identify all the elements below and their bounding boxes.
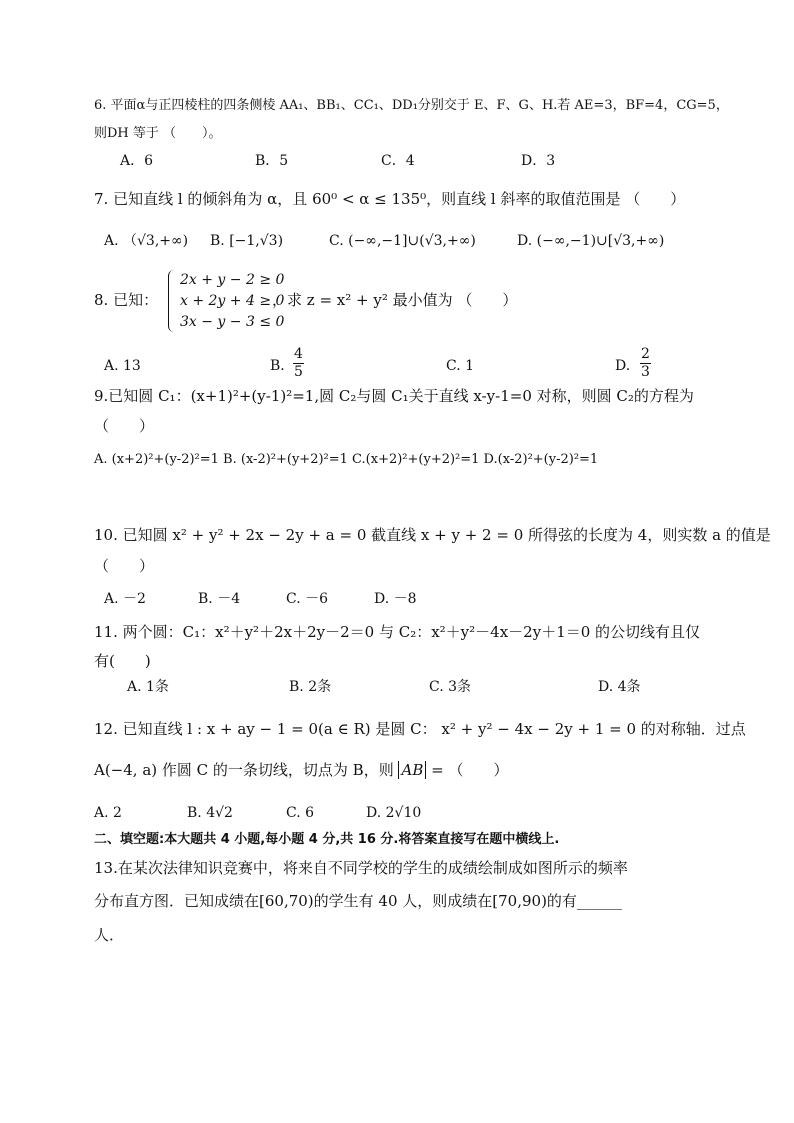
q6-option-b: B．5 [255,153,289,169]
q11-option-c: C. 3条 [429,679,472,695]
q7-stem: 7. 已知直线 l 的倾斜角为 α，且 60⁰ < α ≤ 135⁰，则直线 l 斜率的取值范围是 （ ） [94,190,686,208]
q12-stem-line2-tail: = （ ） [426,761,509,779]
q10-stem-line1: 10. 已知圆 x² + y² + 2x − 2y + a = 0 截直线 x + y + 2 = 0 所得弦的长度为 4，则实数 a 的值是 [94,526,771,544]
q9-options: A. (x+2)²+(y-2)²=1 B. (x-2)²+(y+2)²=1 C.(x+2)²+(y+2)²=1 D.(x-2)²+(y-2)²=1 [94,452,599,467]
system-brace [168,270,177,332]
q8-option-d-denominator: 3 [641,364,650,380]
q6-stem-line1: 6. 平面α与正四棱柱的四条侧棱 AA₁、BB₁、CC₁、DD₁分别交于 E、F、G、H.若 AE=3，BF=4，CG=5， [94,98,729,113]
q6-option-d: D．3 [521,153,556,169]
q12-ab-abs: AB [398,761,426,779]
q13-stem-line2: 分布直方图．已知成绩在[60,70)的学生有 40 人，则成绩在[70,90)的有______ [94,892,622,910]
q6-option-c: C．4 [381,153,415,169]
q7-option-c: C. (−∞,−1]∪(√3,+∞) [329,233,476,249]
q10-option-c: C. －6 [286,591,329,607]
q12-option-b: B. 4√2 [187,805,233,821]
q11-option-a: A. 1条 [127,679,169,695]
q8-option-a: A. 13 [104,358,141,374]
q10-stem-line2: （ ） [94,557,155,575]
q8-option-b-label: B. [270,358,285,374]
q7-option-d: D. (−∞,−1)∪[√3,+∞) [517,233,665,249]
section-heading: 二、填空题:本大题共 4 小题,每小题 4 分,共 16 分.将答案直接写在题中横线上. [94,832,560,847]
q13-stem-line1: 13.在某次法律知识竞赛中，将来自不同学校的学生的成绩绘制成如图所示的频率 [94,859,628,877]
q12-stem-line2-text: A(−4, a) 作圆 C 的一条切线，切点为 B，则 [94,761,399,779]
q8-constraint-1: 2x + y − 2 ≥ 0 [180,272,285,288]
q10-option-a: A. －2 [104,591,146,607]
q8-prefix: 8. 已知： [94,291,159,309]
q8-constraint-3: 3x − y − 3 ≤ 0 [180,314,285,330]
q12-option-c: C. 6 [286,805,315,821]
q12-stem-line1: 12. 已知直线 l : x + ay − 1 = 0(a ∈ R) 是圆 C： x² + y² − 4x − 2y + 1 = 0 的对称轴．过点 [94,720,746,738]
q8-option-b-fraction [293,346,304,381]
q6-option-a: A．6 [120,153,154,169]
q7-option-a: A. （√3,+∞) [104,233,189,249]
q13-stem-line3: 人． [94,926,125,944]
q12-option-d: D. 2√10 [366,805,422,821]
q8-option-d-label: D. [615,358,631,374]
q8-option-b-numerator: 4 [294,346,303,362]
q8-option-d-numerator: 2 [641,346,650,362]
q8-constraint-2: x + 2y + 4 ≥ 0 [180,293,285,309]
q10-option-b: B. －4 [198,591,241,607]
q6-stem-line2: 则DH 等于 （ ）。 [94,126,222,141]
q8-option-b-denominator: 5 [294,364,303,380]
q10-option-d: D. －8 [374,591,417,607]
q8-suffix: ，求 z = x² + y² 最小值为 （ ） [272,291,518,309]
q7-option-b: B. [−1,√3) [210,233,284,249]
q11-stem-line2: 有( ) [94,652,151,670]
q11-option-d: D. 4条 [598,679,641,695]
q9-stem-line2: （ ） [94,417,155,435]
q9-stem-line1: 9.已知圆 C₁：(x+1)²+(y-1)²=1,圆 C₂与圆 C₁关于直线 x-y-1=0 对称，则圆 C₂的方程为 [94,387,694,405]
q8-option-d-fraction [640,346,651,381]
q11-stem-line1: 11. 两个圆：C₁：x²＋y²＋2x＋2y－2＝0 与 C₂：x²＋y²－4x－2y＋1＝0 的公切线有且仅 [94,623,701,641]
q12-stem-line2 [94,760,508,780]
q8-option-c: C. 1 [446,358,475,374]
q12-option-a: A. 2 [94,805,122,821]
q11-option-b: B. 2条 [289,679,332,695]
